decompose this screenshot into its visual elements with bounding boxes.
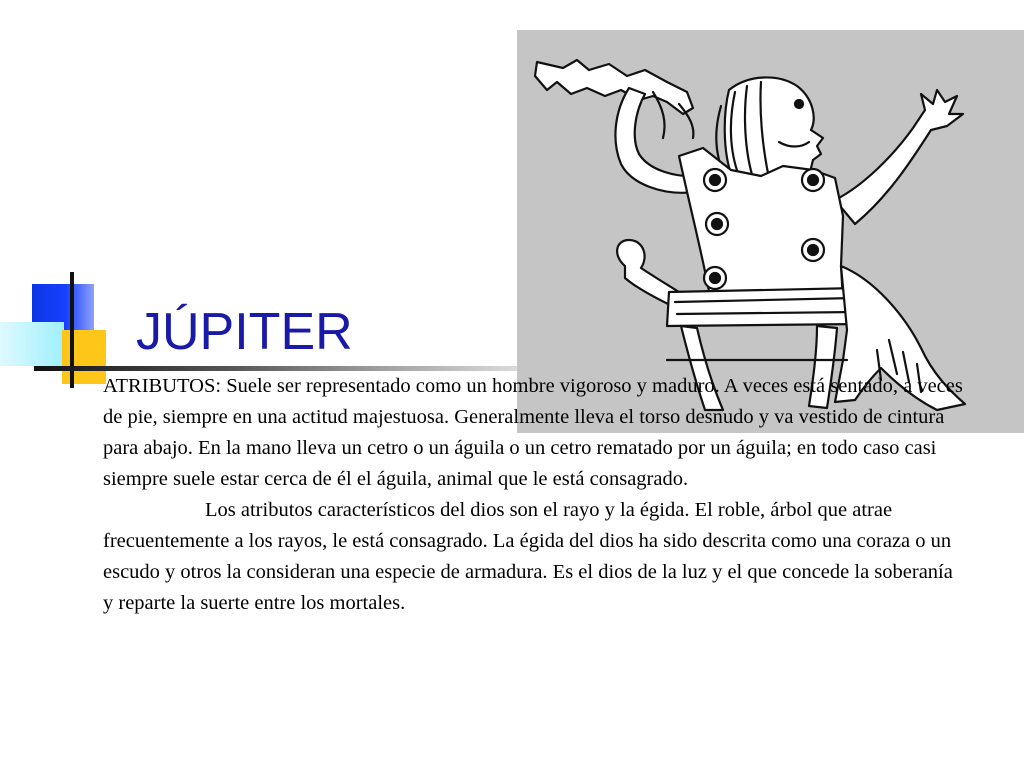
- symbols-description: Los atributos característicos del dios son el rayo y la égida. El roble, árbol que atrae frecuentemente a los rayos, le está consagrado. La égida del dios ha sido descrita como una coraza o un escudo y otros la consideran una especie de armadura. Es el dios de la luz y el que concede la soberanía y reparte la suerte entre los mortales.: [103, 499, 953, 614]
- attributes-lead: ATRIBUTOS: [103, 375, 216, 397]
- page-title: JÚPITER: [136, 303, 353, 361]
- decorative-cyan-square: [0, 322, 64, 366]
- decorative-yellow-square: [62, 330, 106, 384]
- body-text: [103, 371, 963, 619]
- attributes-description: : Suele ser representado como un hombre vigoroso y maduro. A veces está sentado, a veces de pie, siempre en una actitud majestuosa. Generalmente lleva el torso desnudo y va vestido de cintura para abajo. En la mano lleva un cetro o un águila o un cetro rematado por un águila; en todo caso casi siempre suele estar cerca de él el águila, animal que le está consagrado.: [103, 375, 963, 490]
- paragraph-attributes: [103, 371, 963, 495]
- paragraph-symbols: [103, 495, 963, 619]
